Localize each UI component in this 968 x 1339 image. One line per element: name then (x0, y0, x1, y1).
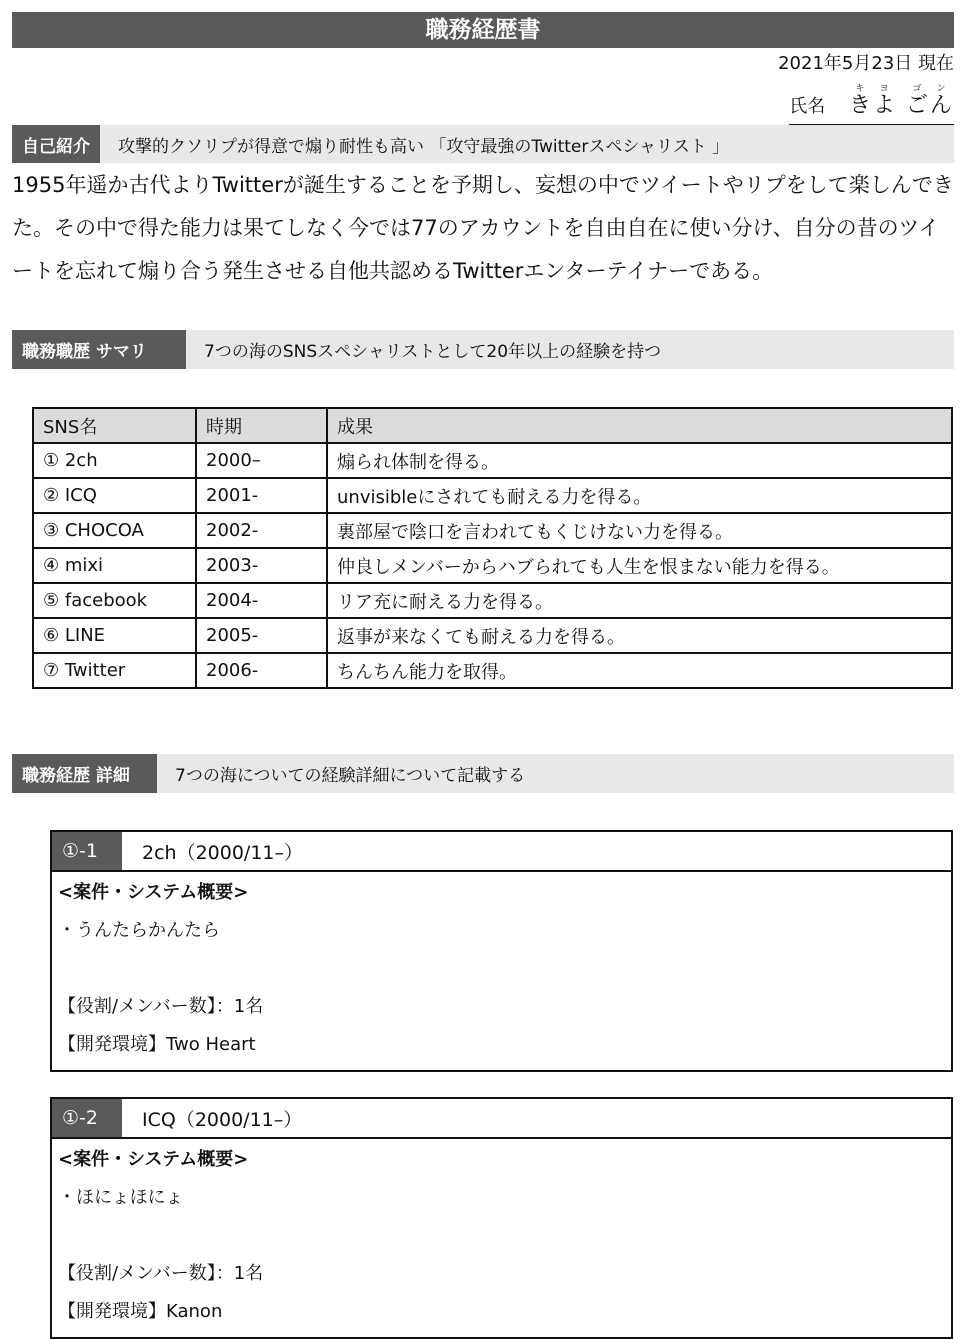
table-cell: 2005- (196, 618, 327, 653)
table-cell: ⑥ LINE (33, 618, 196, 653)
document-date: 2021年5月23日 現在 (778, 53, 954, 74)
spacer (58, 1217, 945, 1255)
table-cell: 裏部屋で陰口を言われてもくじけない力を得る。 (327, 513, 952, 548)
overview-text: ・ほにょほにょ (58, 1187, 184, 1208)
table-cell: 2006- (196, 653, 327, 688)
table-cell: 煽られ体制を得る。 (327, 443, 952, 478)
name-family-ruby: キヨ (848, 84, 897, 94)
intro-headline: 攻撃的クソリプが得意で煽り耐性も高い 「攻守最強のTwitterスペシャリスト 」 (118, 136, 730, 157)
detail-item-body (52, 872, 951, 1070)
table-row (33, 548, 952, 583)
env-text: 【開発環境】Two Heart (58, 1034, 256, 1055)
table-cell: ④ mixi (33, 548, 196, 583)
name-family: きよ (848, 93, 897, 118)
name-given-ruby: ゴン (905, 84, 954, 94)
detail-item-header (52, 1099, 951, 1139)
table-row (33, 583, 952, 618)
table-row (33, 478, 952, 513)
detail-tag: 職務経歴 詳細 (12, 754, 157, 793)
detail-item (50, 1097, 953, 1339)
table-cell: 2000– (196, 443, 327, 478)
detail-item-number: ①-2 (52, 1099, 122, 1137)
column-header: SNS名 (33, 408, 196, 443)
document-title: 職務経歴書 (12, 12, 954, 48)
summary-section-bar (12, 330, 954, 369)
table-cell: リア充に耐える力を得る。 (327, 583, 952, 618)
detail-section-bar (12, 754, 954, 793)
table-row (33, 618, 952, 653)
table-cell: 2001- (196, 478, 327, 513)
name-value (848, 84, 954, 118)
detail-item-number: ①-1 (52, 832, 122, 870)
table-cell: 2002- (196, 513, 327, 548)
detail-desc: 7つの海についての経験詳細について記載する (175, 766, 526, 786)
table-cell: 返事が来なくても耐える力を得る。 (327, 618, 952, 653)
table-cell: 2004- (196, 583, 327, 618)
role-text: 【役割/メンバー数】：1名 (58, 1263, 264, 1284)
name-line (789, 84, 954, 125)
overview-label: <案件・システム概要> (58, 882, 249, 903)
summary-tag: 職務職歴 サマリ (12, 330, 186, 369)
intro-section-bar (12, 125, 954, 163)
table-cell: ちんちん能力を取得。 (327, 653, 952, 688)
name-given: ごん (905, 93, 954, 118)
table-header-row (33, 408, 952, 443)
detail-item-title: 2ch（2000/11–） (142, 841, 304, 864)
detail-item (50, 830, 953, 1072)
table-cell: ⑤ facebook (33, 583, 196, 618)
intro-body: 1955年遥か古代よりTwitterが誕生することを予期し、妄想の中でツイートやリプをして楽しんできた。その中で得た能力は果てしなく今では77のアカウントを自由自在に使い分け、自分の昔のツイートを忘れて煽り合う発生させる自他共認めるTwitterエンターテイナーである。 (12, 173, 954, 283)
role-text: 【役割/メンバー数】：1名 (58, 996, 264, 1017)
table-cell: ③ CHOCOA (33, 513, 196, 548)
name-label: 氏名 (789, 96, 826, 117)
spacer (58, 950, 945, 988)
overview-label: <案件・システム概要> (58, 1149, 249, 1170)
column-header: 時期 (196, 408, 327, 443)
detail-item-header (52, 832, 951, 872)
table-row (33, 653, 952, 688)
table-cell: ① 2ch (33, 443, 196, 478)
sns-table (32, 407, 953, 689)
table-cell: 2003- (196, 548, 327, 583)
detail-item-title: ICQ（2000/11–） (142, 1108, 303, 1131)
intro-tag: 自己紹介 (12, 125, 100, 163)
table-row (33, 443, 952, 478)
table-cell: unvisibleにされても耐える力を得る。 (327, 478, 952, 513)
summary-desc: 7つの海のSNSスペシャリストとして20年以上の経験を持つ (204, 342, 662, 362)
table-cell: ② ICQ (33, 478, 196, 513)
env-text: 【開発環境】Kanon (58, 1301, 223, 1322)
table-cell: ⑦ Twitter (33, 653, 196, 688)
column-header: 成果 (327, 408, 952, 443)
table-row (33, 513, 952, 548)
overview-text: ・うんたらかんたら (58, 920, 220, 941)
table-cell: 仲良しメンバーからハブられても人生を恨まない能力を得る。 (327, 548, 952, 583)
detail-item-body (52, 1139, 951, 1337)
